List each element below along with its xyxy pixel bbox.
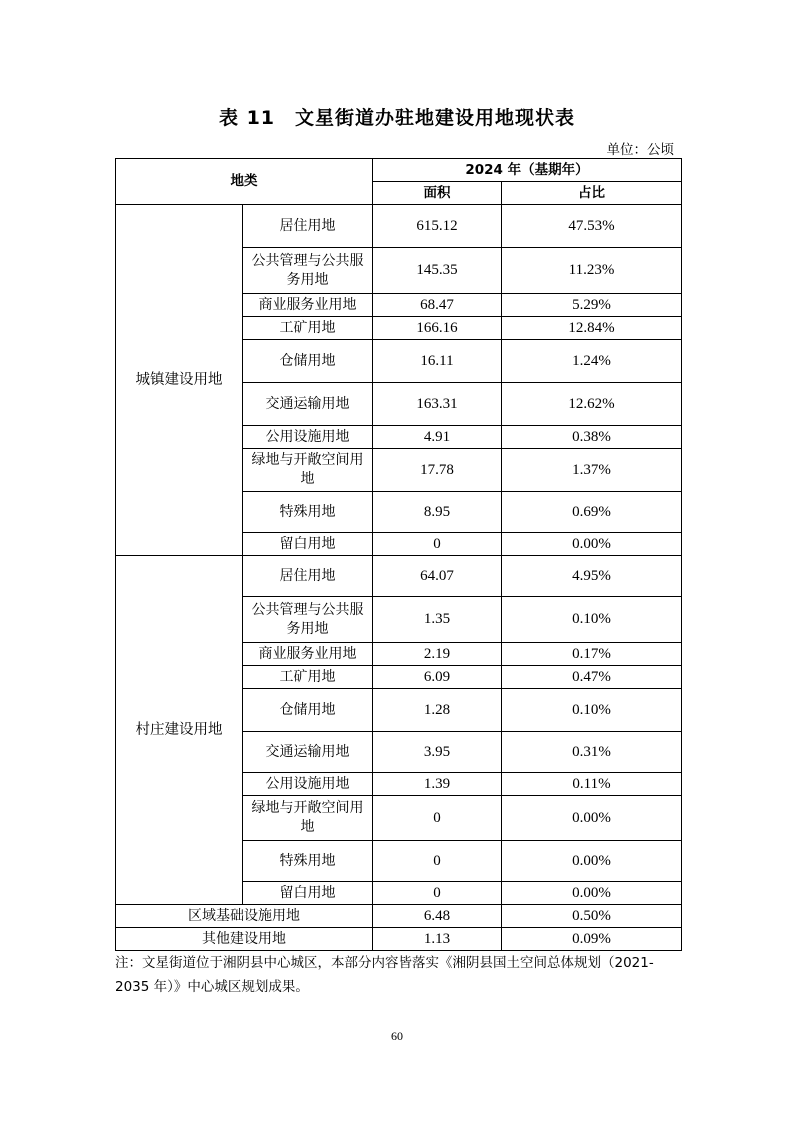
area-value: 6.09 <box>373 666 502 689</box>
land-use-table <box>115 158 682 951</box>
area-value: 1.39 <box>373 773 502 796</box>
land-type: 其他建设用地 <box>116 928 373 951</box>
land-type: 留白用地 <box>243 533 373 556</box>
land-type: 绿地与开敞空间用地 <box>243 449 373 492</box>
group-label: 城镇建设用地 <box>116 205 243 556</box>
ratio-value: 4.95% <box>502 556 682 597</box>
ratio-value: 5.29% <box>502 294 682 317</box>
ratio-value: 1.37% <box>502 449 682 492</box>
area-value: 1.13 <box>373 928 502 951</box>
area-value: 0 <box>373 882 502 905</box>
land-type: 公共管理与公共服务用地 <box>243 597 373 643</box>
land-type: 公用设施用地 <box>243 426 373 449</box>
ratio-value: 11.23% <box>502 248 682 294</box>
land-type: 仓储用地 <box>243 689 373 732</box>
group-label: 村庄建设用地 <box>116 556 243 905</box>
ratio-value: 0.17% <box>502 643 682 666</box>
area-value: 68.47 <box>373 294 502 317</box>
table-row <box>116 556 682 597</box>
area-value: 1.28 <box>373 689 502 732</box>
area-value: 6.48 <box>373 905 502 928</box>
area-value: 2.19 <box>373 643 502 666</box>
header-row-1 <box>116 159 682 182</box>
land-type: 特殊用地 <box>243 841 373 882</box>
ratio-value: 12.62% <box>502 383 682 426</box>
ratio-value: 0.38% <box>502 426 682 449</box>
land-type: 交通运输用地 <box>243 732 373 773</box>
table-note: 注：文星街道位于湘阴县中心城区，本部分内容皆落实《湘阴县国土空间总体规划（2021-2035 年）》中心城区规划成果。 <box>115 955 654 995</box>
land-type: 交通运输用地 <box>243 383 373 426</box>
area-value: 4.91 <box>373 426 502 449</box>
area-value: 0 <box>373 533 502 556</box>
area-value: 1.35 <box>373 597 502 643</box>
land-type: 仓储用地 <box>243 340 373 383</box>
header-category: 地类 <box>116 159 373 205</box>
table-row <box>116 928 682 951</box>
area-value: 16.11 <box>373 340 502 383</box>
table-row <box>116 205 682 248</box>
ratio-value: 0.50% <box>502 905 682 928</box>
land-type: 区域基础设施用地 <box>116 905 373 928</box>
land-type: 商业服务业用地 <box>243 294 373 317</box>
ratio-value: 0.10% <box>502 597 682 643</box>
land-type: 留白用地 <box>243 882 373 905</box>
land-type: 商业服务业用地 <box>243 643 373 666</box>
ratio-value: 47.53% <box>502 205 682 248</box>
ratio-value: 0.00% <box>502 796 682 841</box>
area-value: 145.35 <box>373 248 502 294</box>
land-type: 特殊用地 <box>243 492 373 533</box>
area-value: 166.16 <box>373 317 502 340</box>
table-title-text: 文星街道办驻地建设用地现状表 <box>295 107 576 129</box>
land-type: 公用设施用地 <box>243 773 373 796</box>
ratio-value: 12.84% <box>502 317 682 340</box>
land-type: 绿地与开敞空间用地 <box>243 796 373 841</box>
area-value: 615.12 <box>373 205 502 248</box>
header-area: 面积 <box>373 182 502 205</box>
table-number: 表 11 <box>218 107 276 129</box>
ratio-value: 0.00% <box>502 882 682 905</box>
page-number: 60 <box>391 1029 403 1043</box>
area-value: 64.07 <box>373 556 502 597</box>
land-type: 居住用地 <box>243 205 373 248</box>
ratio-value: 0.00% <box>502 841 682 882</box>
area-value: 0 <box>373 841 502 882</box>
ratio-value: 0.09% <box>502 928 682 951</box>
ratio-value: 0.47% <box>502 666 682 689</box>
table-title <box>0 103 794 130</box>
ratio-value: 1.24% <box>502 340 682 383</box>
land-type: 工矿用地 <box>243 666 373 689</box>
area-value: 0 <box>373 796 502 841</box>
unit-label: 单位：公顷 <box>606 142 674 158</box>
ratio-value: 0.11% <box>502 773 682 796</box>
area-value: 163.31 <box>373 383 502 426</box>
area-value: 3.95 <box>373 732 502 773</box>
land-type: 公共管理与公共服务用地 <box>243 248 373 294</box>
ratio-value: 0.10% <box>502 689 682 732</box>
header-ratio: 占比 <box>502 182 682 205</box>
land-type: 居住用地 <box>243 556 373 597</box>
land-type: 工矿用地 <box>243 317 373 340</box>
ratio-value: 0.31% <box>502 732 682 773</box>
header-year: 2024 年（基期年） <box>373 159 682 182</box>
area-value: 8.95 <box>373 492 502 533</box>
ratio-value: 0.69% <box>502 492 682 533</box>
area-value: 17.78 <box>373 449 502 492</box>
table-row <box>116 905 682 928</box>
ratio-value: 0.00% <box>502 533 682 556</box>
